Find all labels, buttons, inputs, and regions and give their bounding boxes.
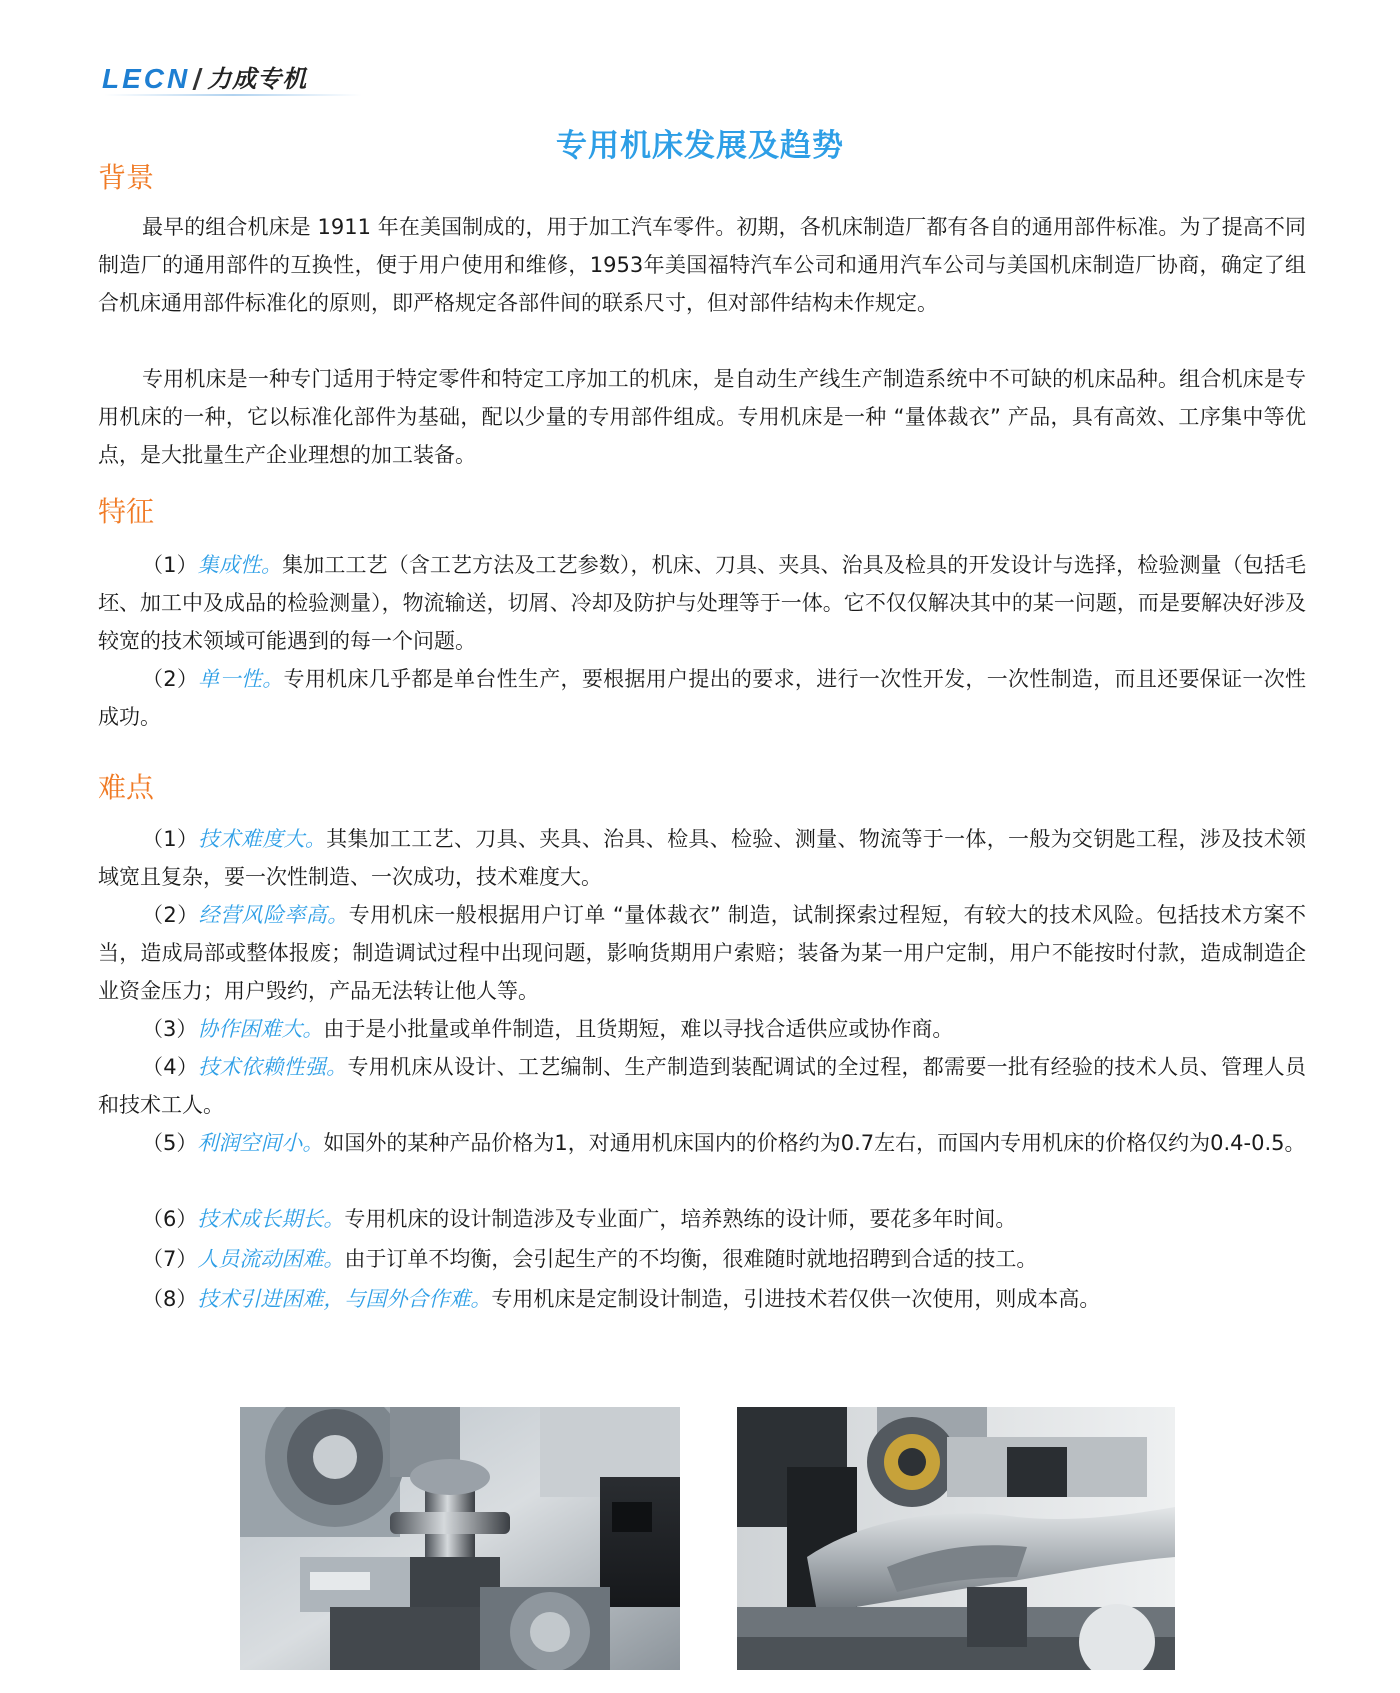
difficulty-keyword: 技术成长期长。 (197, 1207, 345, 1231)
logo-latin-text: LECN (102, 63, 191, 94)
machine-photo-fixture (737, 1407, 1175, 1670)
section-heading-features: 特征 (98, 495, 155, 528)
difficulty-keyword: 利润空间小。 (197, 1131, 324, 1155)
logo-swoosh (104, 94, 362, 96)
difficulty-item (98, 820, 1306, 896)
difficulty-item (98, 1280, 1306, 1318)
difficulty-keyword: 技术依赖性强。 (198, 1055, 348, 1079)
difficulty-text: 如国外的某种产品价格为1，对通用机床国内的价格约为0.7左右，而国内专用机床的价格仅约为0.4-0.5。 (323, 1131, 1306, 1155)
background-paragraph-1: 最早的组合机床是 1911 年在美国制成的，用于加工汽车零件。初期，各机床制造厂都有各自的通用部件标准。为了提高不同制造厂的通用部件的互换性，便于用户使用和维修，1953年美国福特汽车公司和通用汽车公司与美国机床制造厂协商，确定了组合机床通用部件标准化的原则，即严格规定各部件间的联系尺寸，但对部件结构未作规定。 (98, 215, 1306, 315)
difficulty-item (98, 896, 1306, 1010)
feature-text: 集加工工艺（含工艺方法及工艺参数），机床、刀具、夹具、治具及检具的开发设计与选择，检验测量（包括毛坯、加工中及成品的检验测量），物流输送，切屑、冷却及防护与处理等于一体。它不仅仅解决其中的某一问题，而是要解决好涉及较宽的技术领域可能遇到的每一个问题。 (98, 553, 1306, 653)
difficulty-text: 由于是小批量或单件制造，且货期短，难以寻找合适供应或协作商。 (323, 1017, 954, 1041)
difficulty-number: （6） (142, 1207, 198, 1231)
difficulty-keyword: 技术引进困难，与国外合作难。 (197, 1287, 492, 1311)
difficulty-keyword: 经营风险率高。 (198, 903, 349, 927)
page-title: 专用机床发展及趋势 (556, 128, 844, 164)
feature-item (98, 660, 1306, 736)
difficulty-item (98, 1124, 1306, 1162)
difficulty-text: 专用机床从设计、工艺编制、生产制造到装配调试的全过程，都需要一批有经验的技术人员、管理人员和技术工人。 (98, 1055, 1306, 1117)
difficulty-item (98, 1240, 1306, 1278)
difficulty-text: 其集加工工艺、刀具、夹具、治具、检具、检验、测量、物流等于一体，一般为交钥匙工程，涉及技术领域宽且复杂，要一次性制造、一次成功，技术难度大。 (98, 827, 1307, 889)
difficulty-number: （8） (142, 1287, 198, 1311)
difficulty-number: （1） (142, 827, 199, 851)
feature-item (98, 546, 1306, 660)
company-logo (102, 63, 308, 94)
machine-photo-spindle (240, 1407, 680, 1670)
difficulty-text: 由于订单不均衡，会引起生产的不均衡，很难随时就地招聘到合适的技工。 (344, 1247, 1038, 1271)
feature-keyword: 单一性。 (198, 667, 284, 691)
difficulty-text: 专用机床是定制设计制造，引进技术若仅供一次使用，则成本高。 (491, 1287, 1101, 1311)
difficulty-number: （5） (142, 1131, 198, 1155)
difficulty-keyword: 技术难度大。 (198, 827, 327, 851)
difficulty-number: （2） (142, 903, 199, 927)
background-paragraph-2: 专用机床是一种专门适用于特定零件和特定工序加工的机床，是自动生产线生产制造系统中不可缺的机床品种。组合机床是专用机床的一种，它以标准化部件为基础，配以少量的专用部件组成。专用机床是一种 “量体裁衣” 产品，具有高效、工序集中等优点，是大批量生产企业理想的加工装备。 (98, 367, 1306, 467)
difficulty-number: （4） (142, 1055, 199, 1079)
difficulty-number: （7） (142, 1247, 198, 1271)
feature-text: 专用机床几乎都是单台性生产，要根据用户提出的要求，进行一次性开发，一次性制造，而且还要保证一次性成功。 (98, 667, 1306, 729)
logo-chinese-text: 力成专机 (207, 65, 308, 93)
difficulty-number: （3） (142, 1017, 198, 1041)
section-heading-difficulties: 难点 (98, 771, 155, 804)
difficulty-item (98, 1010, 1306, 1048)
section-heading-background: 背景 (98, 161, 155, 194)
difficulty-item (98, 1048, 1306, 1124)
difficulty-keyword: 协作困难大。 (197, 1017, 324, 1041)
feature-number: （1） (142, 553, 198, 577)
feature-keyword: 集成性。 (197, 553, 283, 577)
logo-separator (193, 68, 203, 90)
difficulty-keyword: 人员流动困难。 (197, 1247, 345, 1271)
difficulty-item (98, 1200, 1306, 1238)
difficulty-text: 专用机床一般根据用户订单 “量体裁衣” 制造，试制探索过程短，有较大的技术风险。包括技术方案不当，造成局部或整体报废；制造调试过程中出现问题，影响货期用户索赔；装备为某一用户定制，用户不能按时付款，造成制造企业资金压力；用户毁约，产品无法转让他人等。 (98, 903, 1307, 1003)
difficulty-text: 专用机床的设计制造涉及专业面广，培养熟练的设计师，要花多年时间。 (344, 1207, 1017, 1231)
feature-number: （2） (142, 667, 199, 691)
